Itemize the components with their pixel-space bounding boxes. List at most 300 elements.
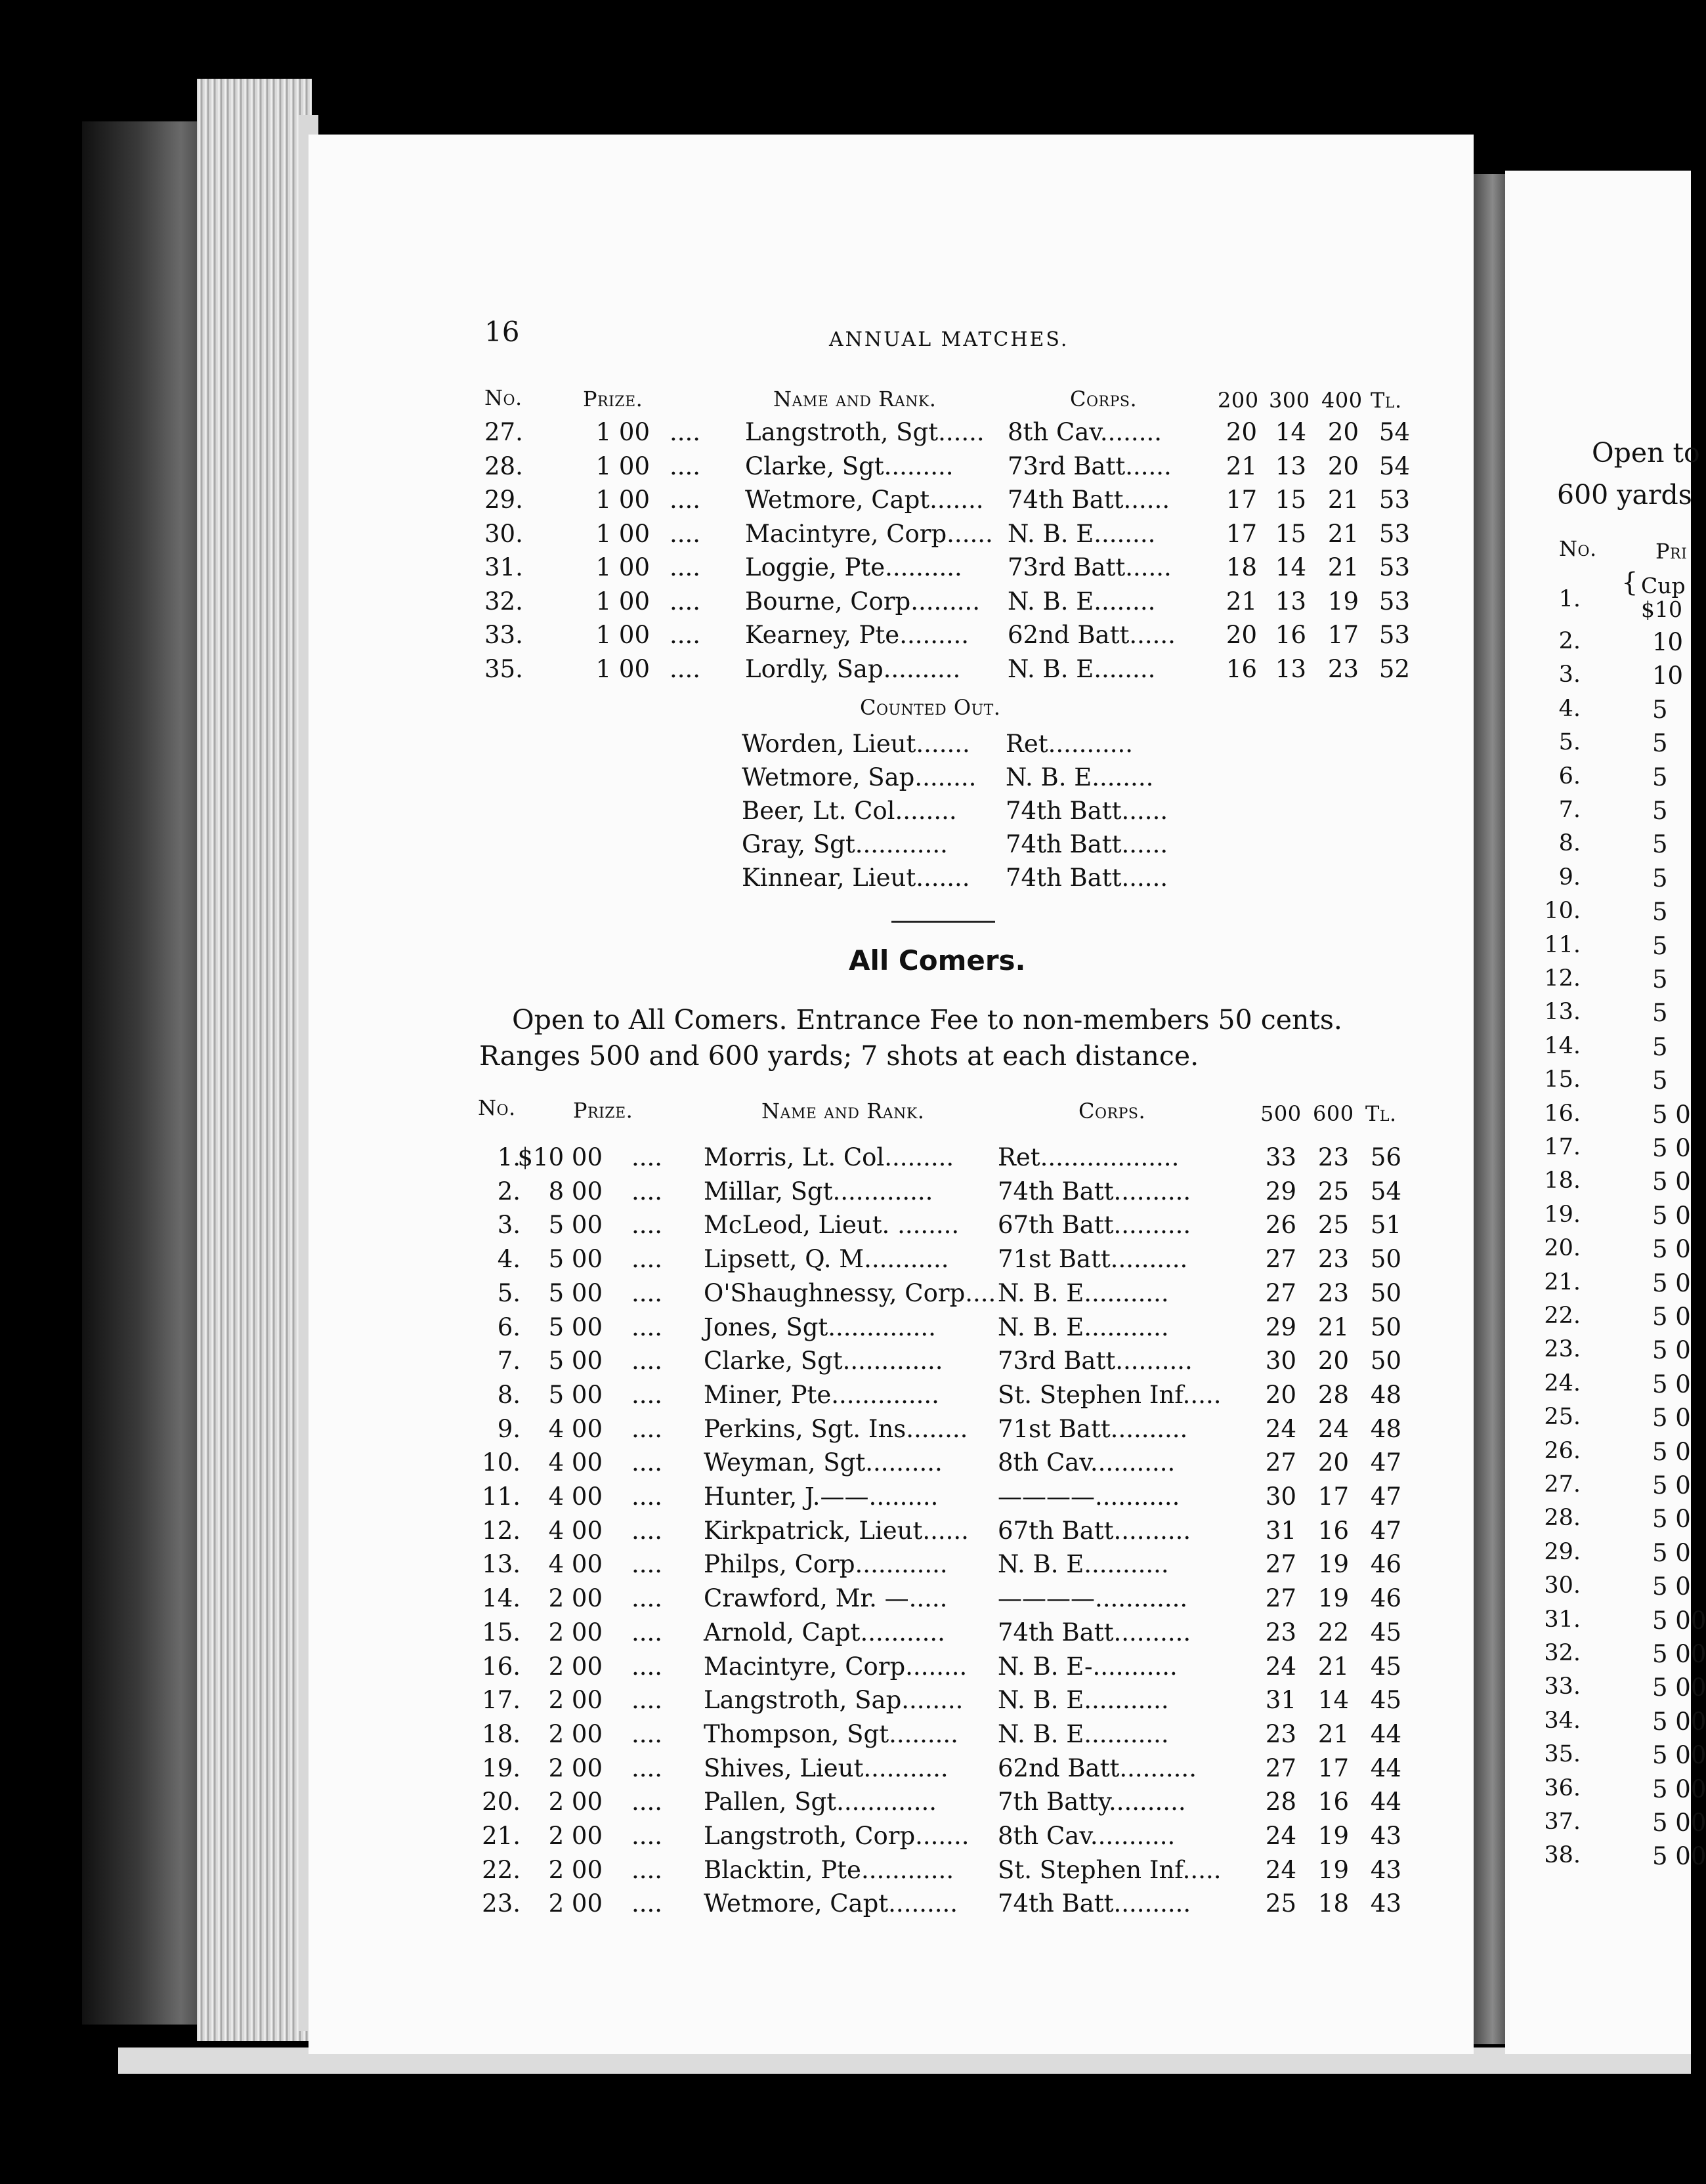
table-row-score-500: 29 bbox=[1265, 1312, 1296, 1341]
counted-out-corps: N. B. E........ bbox=[1006, 763, 1154, 791]
table-row-score-400: 21 bbox=[1327, 486, 1359, 514]
t2-hdr-corps: Corps. bbox=[1078, 1099, 1146, 1124]
table-row-corps: 73rd Batt...... bbox=[1008, 452, 1172, 480]
table-row-name: Millar, Sgt............. bbox=[704, 1177, 933, 1206]
table-row-leader: .... bbox=[631, 1719, 663, 1748]
table-row-total: 45 bbox=[1370, 1618, 1401, 1647]
next-hdr-prize: Pri bbox=[1655, 539, 1688, 564]
table-row-total: 48 bbox=[1370, 1380, 1401, 1409]
table-row-corps: ————........... bbox=[998, 1482, 1180, 1511]
t1-hdr-200: 200 bbox=[1218, 388, 1259, 413]
table-row-score-500: 24 bbox=[1265, 1652, 1296, 1681]
t1-hdr-no: No. bbox=[484, 385, 522, 410]
table-row-score-500: 28 bbox=[1265, 1788, 1296, 1816]
table-row-score-500: 27 bbox=[1265, 1448, 1296, 1477]
table-row-name: Shives, Lieut........... bbox=[704, 1754, 949, 1782]
table-row-no: 20. bbox=[482, 1788, 521, 1816]
table-row-leader: .... bbox=[670, 621, 701, 649]
table-row-score-500: 20 bbox=[1265, 1380, 1296, 1409]
t2-hdr-500: 500 bbox=[1260, 1101, 1302, 1126]
next-row-prize: 5 0 bbox=[1652, 1538, 1691, 1567]
table-row-leader: .... bbox=[631, 1448, 663, 1477]
book-gutter bbox=[1474, 174, 1505, 2044]
table-row-corps: N. B. E........ bbox=[1008, 654, 1156, 683]
next-row-prize: 5 bbox=[1652, 729, 1668, 758]
next-row-no: 17. bbox=[1544, 1134, 1581, 1160]
table-row-score-600: 19 bbox=[1317, 1822, 1349, 1850]
table-row-score-500: 29 bbox=[1265, 1177, 1296, 1206]
section-divider bbox=[891, 921, 995, 923]
table-row-score-200: 16 bbox=[1226, 654, 1257, 683]
table-row-leader: .... bbox=[670, 486, 701, 514]
table-row-corps: 62nd Batt.......... bbox=[998, 1754, 1197, 1782]
table-row-name: Crawford, Mr. —..... bbox=[704, 1584, 948, 1613]
table-row-total: 45 bbox=[1370, 1686, 1401, 1715]
table-row-leader: .... bbox=[670, 452, 701, 480]
table-row-score-600: 19 bbox=[1317, 1584, 1349, 1613]
table-row-score-300: 15 bbox=[1275, 519, 1306, 548]
table-row-prize: 2 00 bbox=[548, 1889, 603, 1918]
table-row-no: 14. bbox=[482, 1584, 521, 1613]
table-row-name: Clarke, Sgt............. bbox=[704, 1347, 943, 1376]
table-row-total: 50 bbox=[1370, 1312, 1401, 1341]
next-row-no: 15. bbox=[1544, 1066, 1581, 1093]
table-row-leader: .... bbox=[631, 1652, 663, 1681]
table-row-prize: $10 00 bbox=[517, 1143, 603, 1171]
table-row-score-300: 13 bbox=[1275, 452, 1306, 480]
next-row-prize: 10 bbox=[1652, 628, 1684, 656]
next-row-no: 3. bbox=[1558, 662, 1581, 688]
next-row-prize: 5 bbox=[1652, 1066, 1668, 1095]
table-row-leader: .... bbox=[631, 1855, 663, 1884]
table-row-no: 17. bbox=[482, 1686, 521, 1715]
next-row-no: 13. bbox=[1544, 999, 1581, 1026]
next-para-line1: Open to bbox=[1592, 437, 1700, 469]
table-row-prize: 5 00 bbox=[548, 1211, 603, 1240]
t1-hdr-corps: Corps. bbox=[1070, 387, 1138, 411]
next-row-no: 14. bbox=[1544, 1032, 1581, 1059]
table-row-corps: St. Stephen Inf..... bbox=[998, 1380, 1222, 1409]
table-row-name: Wetmore, Capt....... bbox=[745, 486, 984, 514]
next-row-no: 27. bbox=[1544, 1471, 1581, 1498]
counted-out-name: Wetmore, Sap........ bbox=[742, 763, 977, 791]
table-row-total: 51 bbox=[1370, 1211, 1401, 1240]
next-row-no: 4. bbox=[1558, 695, 1581, 722]
table-row-name: Kearney, Pte......... bbox=[745, 621, 970, 649]
table-row-name: Weyman, Sgt.......... bbox=[704, 1448, 943, 1477]
table-row-prize: 8 00 bbox=[548, 1177, 603, 1206]
table-row-name: McLeod, Lieut. ........ bbox=[704, 1211, 960, 1240]
table-row-score-500: 27 bbox=[1265, 1245, 1296, 1274]
table-row-prize: 5 00 bbox=[548, 1347, 603, 1376]
table-row-corps: 67th Batt.......... bbox=[998, 1211, 1191, 1240]
table-row-corps: 8th Cav........... bbox=[998, 1448, 1176, 1477]
next-row-no: 29. bbox=[1544, 1538, 1581, 1565]
next-row-no: 38. bbox=[1544, 1842, 1581, 1869]
table-row-corps: N. B. E........... bbox=[998, 1686, 1169, 1715]
next-brace-icon: { bbox=[1621, 568, 1638, 598]
table-row-score-500: 24 bbox=[1265, 1822, 1296, 1850]
table-row-corps: 73rd Batt.......... bbox=[998, 1347, 1193, 1376]
table-row-prize: 1 00 bbox=[595, 654, 650, 683]
next-row-prize: 5 0 bbox=[1652, 1471, 1691, 1500]
table-row-score-200: 18 bbox=[1226, 553, 1257, 581]
next-row-prize: 5 0 bbox=[1652, 1572, 1691, 1601]
table-row-score-300: 16 bbox=[1275, 621, 1306, 649]
counted-out-name: Kinnear, Lieut....... bbox=[742, 864, 970, 892]
next-row-no: 32. bbox=[1544, 1640, 1581, 1666]
table-row-prize: 1 00 bbox=[595, 621, 650, 649]
table-row-prize: 1 00 bbox=[595, 418, 650, 446]
counted-out-name: Gray, Sgt............ bbox=[742, 830, 948, 858]
table-row-no: 3. bbox=[497, 1211, 521, 1240]
t1-hdr-prize: Prize. bbox=[583, 387, 643, 411]
table-row-leader: .... bbox=[631, 1584, 663, 1613]
table-row-name: Morris, Lt. Col......... bbox=[704, 1143, 954, 1171]
table-row-total: 47 bbox=[1370, 1448, 1401, 1477]
next-row-no: 7. bbox=[1558, 797, 1581, 823]
table-row-corps: 71st Batt.......... bbox=[998, 1245, 1188, 1274]
table-row-score-500: 24 bbox=[1265, 1414, 1296, 1443]
table-row-name: Pallen, Sgt............. bbox=[704, 1788, 937, 1816]
table-row-score-500: 31 bbox=[1265, 1516, 1296, 1545]
table-row-total: 53 bbox=[1378, 519, 1410, 548]
table-row-no: 13. bbox=[482, 1550, 521, 1579]
table-row-score-400: 20 bbox=[1327, 418, 1359, 446]
table-row-score-500: 30 bbox=[1265, 1347, 1296, 1376]
table-row-total: 54 bbox=[1370, 1177, 1401, 1206]
table-row-score-200: 20 bbox=[1226, 418, 1257, 446]
next-row-no: 2. bbox=[1558, 628, 1581, 654]
counted-out-corps: Ret........... bbox=[1006, 730, 1133, 758]
table-row-no: 7. bbox=[497, 1347, 521, 1376]
next-row-no: 20. bbox=[1544, 1235, 1581, 1262]
table-row-total: 46 bbox=[1370, 1584, 1401, 1613]
table-row-score-600: 21 bbox=[1317, 1652, 1349, 1681]
table-row-total: 54 bbox=[1378, 418, 1410, 446]
table-row-score-600: 20 bbox=[1317, 1448, 1349, 1477]
table-row-leader: .... bbox=[631, 1788, 663, 1816]
next-row-prize: 5 0 bbox=[1652, 1404, 1691, 1433]
table-row-total: 50 bbox=[1370, 1245, 1401, 1274]
table-row-prize: 2 00 bbox=[548, 1822, 603, 1850]
table-row-score-200: 21 bbox=[1226, 452, 1257, 480]
table-row-no: 12. bbox=[482, 1516, 521, 1545]
next-row-no: 10. bbox=[1544, 898, 1581, 925]
next-row-prize: 5 0 bbox=[1652, 1505, 1691, 1534]
next-row-no: 33. bbox=[1544, 1673, 1581, 1700]
table-row-corps: 74th Batt.......... bbox=[998, 1177, 1191, 1206]
table-row-prize: 2 00 bbox=[548, 1719, 603, 1748]
table-row-total: 47 bbox=[1370, 1482, 1401, 1511]
table-row-total: 56 bbox=[1370, 1143, 1401, 1171]
table-row-no: 6. bbox=[497, 1312, 521, 1341]
next-row-prize: 5 bbox=[1652, 965, 1668, 994]
t2-hdr-no: No. bbox=[478, 1095, 516, 1120]
table-row-no: 5. bbox=[497, 1278, 521, 1307]
table-row-score-500: 27 bbox=[1265, 1278, 1296, 1307]
table-row-leader: .... bbox=[631, 1889, 663, 1918]
table-row-total: 47 bbox=[1370, 1516, 1401, 1545]
table-row-leader: .... bbox=[631, 1347, 663, 1376]
table-row-score-300: 14 bbox=[1275, 553, 1306, 581]
next-row-prize: 5 0 bbox=[1652, 1370, 1691, 1398]
table-row-name: Lordly, Sap.......... bbox=[745, 654, 961, 683]
next-row-no: 5. bbox=[1558, 729, 1581, 756]
table-row-corps: 8th Cav........ bbox=[1008, 418, 1162, 446]
table-row-name: Bourne, Corp......... bbox=[745, 587, 981, 616]
table-row-score-600: 19 bbox=[1317, 1855, 1349, 1884]
table-row-prize: 1 00 bbox=[595, 587, 650, 616]
table-row-leader: .... bbox=[631, 1211, 663, 1240]
next-row-prize: 5 0 bbox=[1652, 1167, 1691, 1196]
table-row-leader: .... bbox=[631, 1550, 663, 1579]
table-row-no: 9. bbox=[497, 1414, 521, 1443]
next-row-prize: 5 bbox=[1652, 999, 1668, 1028]
table-row-total: 53 bbox=[1378, 621, 1410, 649]
table-row-no: 33. bbox=[484, 621, 523, 649]
table-row-no: 4. bbox=[497, 1245, 521, 1274]
table-row-total: 54 bbox=[1378, 452, 1410, 480]
table-row-name: Kirkpatrick, Lieut...... bbox=[704, 1516, 969, 1545]
t1-hdr-total: Tl. bbox=[1371, 388, 1402, 413]
table-row-score-500: 30 bbox=[1265, 1482, 1296, 1511]
next-row-no: 9. bbox=[1558, 864, 1581, 891]
table-row-total: 53 bbox=[1378, 587, 1410, 616]
next-first-prize-top: Cup bbox=[1641, 573, 1686, 598]
table-row-score-600: 25 bbox=[1317, 1177, 1349, 1206]
table-row-total: 52 bbox=[1378, 654, 1410, 683]
table-row-total: 43 bbox=[1370, 1822, 1401, 1850]
table-row-name: Hunter, J.——......... bbox=[704, 1482, 939, 1511]
next-row-no: 26. bbox=[1544, 1437, 1581, 1464]
table-row-score-300: 15 bbox=[1275, 486, 1306, 514]
table-row-prize: 2 00 bbox=[548, 1754, 603, 1782]
table-row-leader: .... bbox=[631, 1686, 663, 1715]
table-row-prize: 5 00 bbox=[548, 1278, 603, 1307]
table-row-score-200: 20 bbox=[1226, 621, 1257, 649]
counted-out-name: Worden, Lieut....... bbox=[742, 730, 970, 758]
table-row-no: 11. bbox=[482, 1482, 521, 1511]
table-row-corps: N. B. E-........... bbox=[998, 1652, 1178, 1681]
counted-out-corps: 74th Batt...... bbox=[1006, 864, 1168, 892]
next-row-no: 34. bbox=[1544, 1707, 1581, 1734]
next-row-no: 19. bbox=[1544, 1201, 1581, 1228]
table-row-name: Loggie, Pte.......... bbox=[745, 553, 962, 581]
table-row-name: Philps, Corp............ bbox=[704, 1550, 948, 1579]
table-row-name: Langstroth, Corp....... bbox=[704, 1822, 970, 1850]
table-row-score-200: 17 bbox=[1226, 519, 1257, 548]
table-row-score-400: 23 bbox=[1327, 654, 1359, 683]
table-row-score-500: 23 bbox=[1265, 1618, 1296, 1647]
next-row-prize: 5 00 bbox=[1652, 1809, 1706, 1837]
table-row-corps: Ret.................. bbox=[998, 1143, 1180, 1171]
next-row-no: 18. bbox=[1544, 1167, 1581, 1194]
page-edges bbox=[197, 79, 312, 2041]
table-row-leader: .... bbox=[631, 1177, 663, 1206]
table-row-no: 29. bbox=[484, 486, 523, 514]
next-row-prize: 5 00 bbox=[1652, 1640, 1706, 1668]
next-row-prize: 5 0 bbox=[1652, 1201, 1691, 1230]
table-row-no: 15. bbox=[482, 1618, 521, 1647]
table-row-total: 48 bbox=[1370, 1414, 1401, 1443]
next-row-prize: 5 bbox=[1652, 763, 1668, 791]
next-row-no: 30. bbox=[1544, 1572, 1581, 1599]
next-row-prize: 5 00 bbox=[1652, 1673, 1706, 1702]
table-row-corps: 71st Batt.......... bbox=[998, 1414, 1188, 1443]
table-row-score-400: 17 bbox=[1327, 621, 1359, 649]
table-row-leader: .... bbox=[631, 1482, 663, 1511]
table-row-score-600: 21 bbox=[1317, 1312, 1349, 1341]
table-row-total: 50 bbox=[1370, 1347, 1401, 1376]
table-row-corps: 62nd Batt...... bbox=[1008, 621, 1176, 649]
table-row-name: Langstroth, Sgt...... bbox=[745, 418, 985, 446]
next-row-prize: 5 00 bbox=[1652, 1842, 1706, 1871]
table-row-score-600: 21 bbox=[1317, 1719, 1349, 1748]
next-row-prize: 5 bbox=[1652, 1032, 1668, 1061]
table-row-corps: 74th Batt.......... bbox=[998, 1889, 1191, 1918]
table-row-prize: 4 00 bbox=[548, 1414, 603, 1443]
next-row-prize: 5 0 bbox=[1652, 1235, 1691, 1264]
table-row-leader: .... bbox=[670, 519, 701, 548]
table-row-no: 27. bbox=[484, 418, 523, 446]
all-comers-para-line1: Open to All Comers. Entrance Fee to non-members 50 cents. bbox=[512, 1004, 1342, 1036]
table-row-name: Lipsett, Q. M........... bbox=[704, 1245, 949, 1274]
table-row-prize: 4 00 bbox=[548, 1550, 603, 1579]
table-row-name: Wetmore, Capt......... bbox=[704, 1889, 958, 1918]
table-row-name: Blacktin, Pte............ bbox=[704, 1855, 954, 1884]
table-row-score-500: 31 bbox=[1265, 1686, 1296, 1715]
table-row-score-600: 16 bbox=[1317, 1516, 1349, 1545]
t1-hdr-name: Name and Rank. bbox=[773, 387, 937, 411]
next-row-no: 16. bbox=[1544, 1100, 1581, 1127]
table-row-name: Jones, Sgt.............. bbox=[704, 1312, 936, 1341]
next-row-no: 36. bbox=[1544, 1774, 1581, 1801]
table-row-corps: 74th Batt...... bbox=[1008, 486, 1170, 514]
next-row-prize: 10 bbox=[1652, 662, 1684, 690]
table-row-leader: .... bbox=[670, 654, 701, 683]
table-row-score-600: 28 bbox=[1317, 1380, 1349, 1409]
table-row-total: 53 bbox=[1378, 486, 1410, 514]
next-row-prize: 5 00 bbox=[1652, 1774, 1706, 1803]
table-row-score-400: 20 bbox=[1327, 452, 1359, 480]
table-row-prize: 1 00 bbox=[595, 519, 650, 548]
table-row-no: 8. bbox=[497, 1380, 521, 1409]
next-row-no: 12. bbox=[1544, 965, 1581, 992]
table-row-prize: 2 00 bbox=[548, 1584, 603, 1613]
table-row-corps: N. B. E........... bbox=[998, 1278, 1169, 1307]
next-row-prize: 5 0 bbox=[1652, 1437, 1691, 1466]
table-row-score-200: 21 bbox=[1226, 587, 1257, 616]
table-row-leader: .... bbox=[631, 1822, 663, 1850]
next-row-prize: 5 0 bbox=[1652, 1336, 1691, 1365]
next-row-no: 24. bbox=[1544, 1370, 1581, 1396]
table-row-score-600: 23 bbox=[1317, 1143, 1349, 1171]
table-row-total: 50 bbox=[1370, 1278, 1401, 1307]
table-row-prize: 2 00 bbox=[548, 1686, 603, 1715]
table-row-prize: 5 00 bbox=[548, 1312, 603, 1341]
table-row-total: 44 bbox=[1370, 1754, 1401, 1782]
table-row-no: 10. bbox=[482, 1448, 521, 1477]
next-row-prize: 5 0 bbox=[1652, 1269, 1691, 1297]
table-row-score-600: 17 bbox=[1317, 1482, 1349, 1511]
table-row-total: 46 bbox=[1370, 1550, 1401, 1579]
table-row-total: 44 bbox=[1370, 1719, 1401, 1748]
table-row-score-500: 33 bbox=[1265, 1143, 1296, 1171]
table-row-score-400: 21 bbox=[1327, 553, 1359, 581]
counted-out-corps: 74th Batt...... bbox=[1006, 797, 1168, 825]
table-row-no: 31. bbox=[484, 553, 523, 581]
table-row-name: O'Shaughnessy, Corp.... bbox=[704, 1278, 996, 1307]
table-row-leader: .... bbox=[631, 1414, 663, 1443]
table-row-no: 1. bbox=[497, 1143, 521, 1171]
t2-hdr-name: Name and Rank. bbox=[761, 1099, 925, 1124]
table-row-score-600: 25 bbox=[1317, 1211, 1349, 1240]
table-row-score-300: 13 bbox=[1275, 587, 1306, 616]
table-row-prize: 5 00 bbox=[548, 1245, 603, 1274]
table-row-corps: N. B. E........... bbox=[998, 1550, 1169, 1579]
table-row-no: 28. bbox=[484, 452, 523, 480]
next-row-no: 31. bbox=[1544, 1606, 1581, 1633]
table-row-score-300: 14 bbox=[1275, 418, 1306, 446]
table-row-corps: 74th Batt.......... bbox=[998, 1618, 1191, 1647]
table-row-name: Clarke, Sgt......... bbox=[745, 452, 954, 480]
next-row-prize: 5 0 bbox=[1652, 1303, 1691, 1331]
t1-hdr-400: 400 bbox=[1321, 388, 1363, 413]
next-row-prize: 5 bbox=[1652, 797, 1668, 825]
table-row-no: 21. bbox=[482, 1822, 521, 1850]
table-row-name: Macintyre, Corp........ bbox=[704, 1652, 968, 1681]
table-row-corps: N. B. E........ bbox=[1008, 519, 1156, 548]
table-row-score-300: 13 bbox=[1275, 654, 1306, 683]
table-row-leader: .... bbox=[631, 1754, 663, 1782]
next-row-prize: 5 00 bbox=[1652, 1606, 1706, 1635]
table-row-score-600: 16 bbox=[1317, 1788, 1349, 1816]
table-row-total: 53 bbox=[1378, 553, 1410, 581]
table-row-score-400: 21 bbox=[1327, 519, 1359, 548]
table-row-no: 32. bbox=[484, 587, 523, 616]
next-row-no: 28. bbox=[1544, 1505, 1581, 1532]
table-row-no: 16. bbox=[482, 1652, 521, 1681]
table-row-score-200: 17 bbox=[1226, 486, 1257, 514]
next-row-no: 6. bbox=[1558, 763, 1581, 789]
table-row-no: 2. bbox=[497, 1177, 521, 1206]
table-row-name: Thompson, Sgt......... bbox=[704, 1719, 958, 1748]
table-row-name: Perkins, Sgt. Ins........ bbox=[704, 1414, 968, 1443]
next-row-no: 35. bbox=[1544, 1741, 1581, 1768]
counted-out-heading: Counted Out. bbox=[860, 695, 1001, 720]
all-comers-para-line2: Ranges 500 and 600 yards; 7 shots at each distance. bbox=[479, 1040, 1199, 1072]
table-row-corps: N. B. E........ bbox=[1008, 587, 1156, 616]
table-row-score-600: 20 bbox=[1317, 1347, 1349, 1376]
table-row-prize: 4 00 bbox=[548, 1448, 603, 1477]
table-row-score-600: 23 bbox=[1317, 1278, 1349, 1307]
table-row-score-500: 27 bbox=[1265, 1550, 1296, 1579]
next-row-no: 25. bbox=[1544, 1404, 1581, 1431]
table-row-corps: 67th Batt.......... bbox=[998, 1516, 1191, 1545]
table-row-no: 35. bbox=[484, 654, 523, 683]
table-row-corps: St. Stephen Inf..... bbox=[998, 1855, 1222, 1884]
table-row-score-600: 14 bbox=[1317, 1686, 1349, 1715]
table-row-leader: .... bbox=[631, 1618, 663, 1647]
next-first-prize-bottom: $10 bbox=[1641, 597, 1682, 622]
table-row-corps: 7th Batty.......... bbox=[998, 1788, 1186, 1816]
next-row-prize: 5 00 bbox=[1652, 1707, 1706, 1736]
table-row-leader: .... bbox=[670, 587, 701, 616]
table-row-leader: .... bbox=[631, 1143, 663, 1171]
table-row-leader: .... bbox=[670, 553, 701, 581]
t2-hdr-total: Tl. bbox=[1365, 1101, 1397, 1126]
